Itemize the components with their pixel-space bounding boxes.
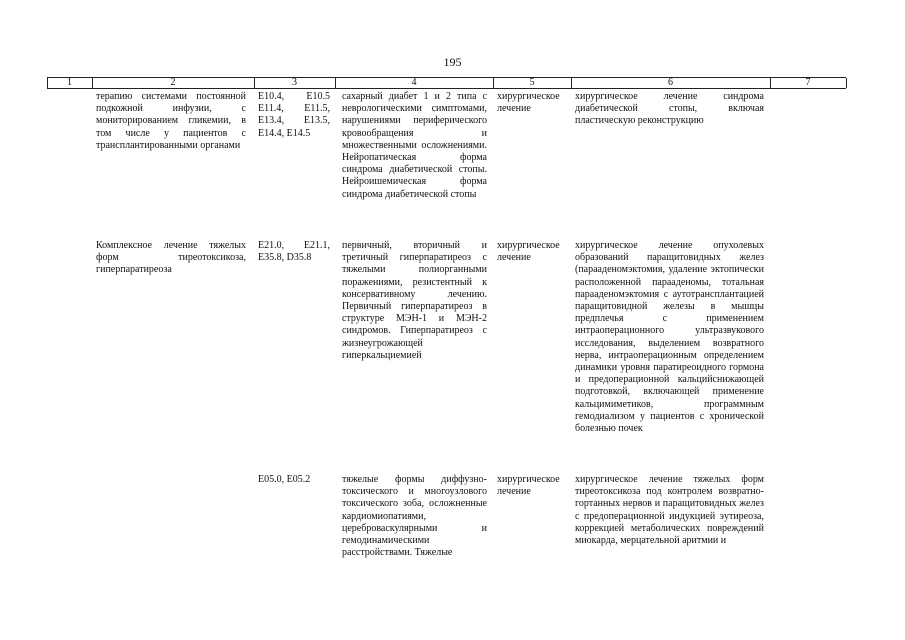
table-cell-model: сахарный диабет 1 и 2 типа с неврологическими симптомами, нарушениями периферического кровообращения и множественными осложнениями. Нейропатическая форма синдрома диабетической стопы. Нейроишемическая форма синдрома диабетической стопы xyxy=(342,91,487,200)
column-number-1: 1 xyxy=(67,77,72,88)
column-number-4: 4 xyxy=(411,77,417,88)
table-cell-codes: E05.0, E05.2 xyxy=(258,474,311,485)
table-cell-codes: E21.0, E21.1, E35.8, D35.8 xyxy=(258,240,330,264)
page-number: 195 xyxy=(443,55,462,69)
table-cell-method: хирургическое лечение тяжелых форм тиреотоксикоза под контролем возвратно-гортанных нервов и паращитовидных желез с предоперационной индукцией эутиреоза, коррекцией метаболических повреждений миокарда, мерцательной аритмии и xyxy=(575,474,764,547)
table-cell-method: хирургическое лечение опухолевых образований паращитовидных желез (парааденомэктомия, удаление эктопически расположенной парааденомы, тотальная парааденомэктомия с аутотрансплантацией паращитовидной железы в мышцы предплечья с применением интраоперационного ультразвукового исследования, выделением возвратного нерва, интраоперационным определением динамики уровня паратиреоидного гормона и предоперационной кальцийснижающей подготовкой, включающей применение кальцимиметиков, программным гемодиализом у пациентов с хронической болезнью почек xyxy=(575,240,764,435)
column-number-7: 7 xyxy=(805,77,811,88)
table-cell-type: хирургическое лечение xyxy=(497,240,560,264)
table-cell-name: Комплексное лечение тяжелых форм тиреотоксикоза, гиперпаратиреоза xyxy=(96,240,246,276)
table-cell-type: хирургическое лечение xyxy=(497,91,560,115)
column-number-2: 2 xyxy=(170,77,176,88)
table-cell-method: хирургическое лечение синдрома диабетической стопы, включая пластическую реконструкцию xyxy=(575,91,764,127)
column-number-6: 6 xyxy=(668,77,673,88)
table-cell-model: первичный, вторичный и третичный гиперпаратиреоз с тяжелыми полиорганными поражениями, резистентный к консервативному лечению. Первичный гиперпаратиреоз в структуре МЭН-1 и МЭН-2 синдромов. Гиперпаратиреоз с жизнеугрожающей гиперкальциемией xyxy=(342,240,487,361)
column-number-5: 5 xyxy=(529,77,535,88)
table-cell-name: терапию системами постоянной подкожной инфузии, с мониторированием гликемии, в том числе у пациентов с трансплантированными органами xyxy=(96,91,246,151)
table-cell-codes: E10.4, E10.5 E11.4, E11.5, E13.4, E13.5, E14.4, E14.5 xyxy=(258,91,330,139)
column-number-3: 3 xyxy=(292,77,297,88)
column-divider xyxy=(846,78,847,88)
table-cell-type: хирургическое лечение xyxy=(497,474,560,498)
table-cell-model: тяжелые формы диффузно-токсического и многоузлового токсического зоба, осложненные кардиомиопатиями, цереброваскулярными и гемодинамическими расстройствами. Тяжелые xyxy=(342,474,487,559)
